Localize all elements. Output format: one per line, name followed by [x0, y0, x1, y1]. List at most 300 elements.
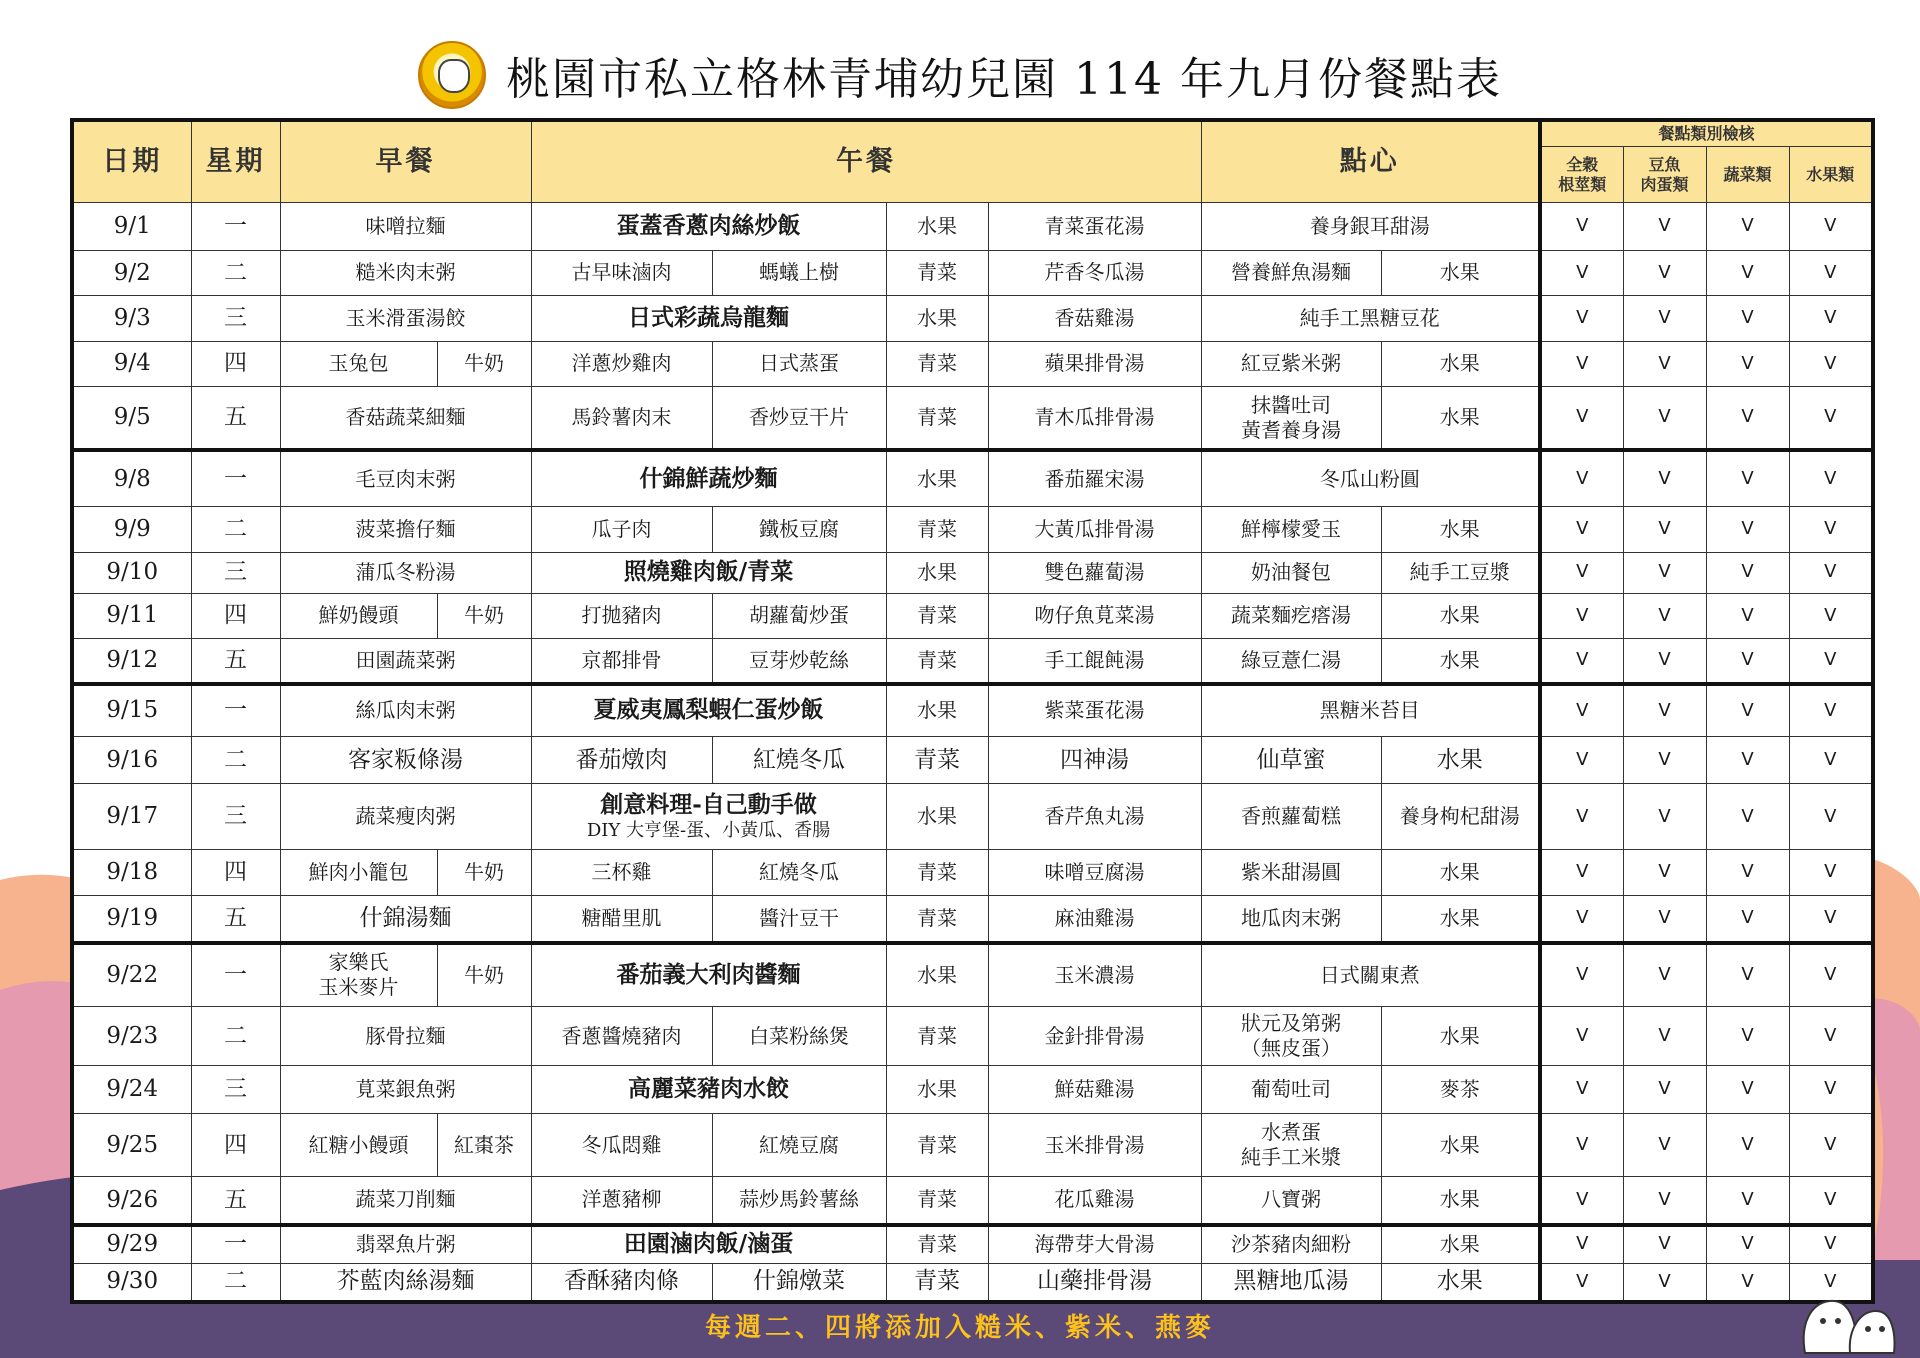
lunch-dish-cell: 紅燒冬瓜	[712, 736, 886, 784]
weekday-cell: 三	[191, 296, 280, 341]
soup-cell: 芹香冬瓜湯	[988, 250, 1201, 295]
check-mark-cell: V	[1789, 684, 1873, 736]
snack-cell-line: 黃耆養身湯	[1241, 417, 1341, 442]
check-mark-cell: V	[1706, 1113, 1789, 1177]
table-row	[72, 895, 1873, 943]
check-mark-cell: V	[1706, 1263, 1789, 1302]
date-cell: 9/3	[72, 296, 191, 341]
weekday-cell: 二	[191, 736, 280, 784]
breakfast-cell: 香菇蔬菜細麵	[280, 386, 531, 450]
snack-cell: 純手工豆漿	[1381, 552, 1540, 593]
snack-cell-line: 抹醬吐司	[1251, 392, 1331, 417]
snack-cell: 仙草蜜	[1201, 736, 1381, 784]
lunch-side-cell: 水果	[886, 784, 988, 850]
soup-cell: 手工餛飩湯	[988, 639, 1201, 684]
breakfast-cell: 絲瓜肉末粥	[280, 684, 531, 736]
check-mark-cell: V	[1789, 450, 1873, 507]
check-mark-cell: V	[1706, 784, 1789, 850]
table-row	[72, 684, 1873, 736]
lunch-side-cell: 青菜	[886, 386, 988, 450]
check-mark-cell: V	[1789, 1066, 1873, 1114]
lunch-dish-cell: 豆芽炒乾絲	[712, 639, 886, 684]
table-row	[72, 1225, 1873, 1264]
date-cell: 9/15	[72, 684, 191, 736]
check-mark-cell: V	[1789, 386, 1873, 450]
table-row	[72, 552, 1873, 593]
table-row	[72, 450, 1873, 507]
snack-cell: 蔬菜麵疙瘩湯	[1201, 593, 1381, 638]
header-check-col-line: 根莖類	[1558, 174, 1607, 194]
lunch-dish-cell: 紅燒豆腐	[712, 1113, 886, 1177]
check-mark-cell: V	[1623, 1225, 1706, 1264]
check-mark-cell: V	[1540, 507, 1623, 552]
snack-cell: 水果	[1381, 1263, 1540, 1302]
date-cell: 9/19	[72, 895, 191, 943]
lunch-side-cell: 青菜	[886, 593, 988, 638]
breakfast-cell: 玉米滑蛋湯餃	[280, 296, 531, 341]
snack-cell: 水果	[1381, 250, 1540, 295]
check-mark-cell: V	[1706, 386, 1789, 450]
weekday-cell: 五	[191, 895, 280, 943]
header-date: 日期	[72, 120, 191, 203]
snack-cell: 水果	[1381, 639, 1540, 684]
lunch-dish-cell: 鐵板豆腐	[712, 507, 886, 552]
check-mark-cell: V	[1789, 250, 1873, 295]
date-cell: 9/5	[72, 386, 191, 450]
lunch-main-cell	[531, 450, 886, 507]
snack-cell	[1201, 386, 1381, 450]
weekday-cell: 四	[191, 593, 280, 638]
check-mark-cell: V	[1706, 296, 1789, 341]
check-mark-cell: V	[1623, 1113, 1706, 1177]
page-header	[0, 36, 1920, 114]
check-mark-cell: V	[1623, 943, 1706, 1007]
check-mark-cell: V	[1789, 341, 1873, 386]
snack-cell: 水果	[1381, 850, 1540, 895]
header-check-col-line: 肉蛋類	[1640, 174, 1689, 194]
check-mark-cell: V	[1789, 895, 1873, 943]
soup-cell: 大黃瓜排骨湯	[988, 507, 1201, 552]
lunch-side-cell: 青菜	[886, 639, 988, 684]
lunch-dish-cell: 日式蒸蛋	[712, 341, 886, 386]
date-cell: 9/29	[72, 1225, 191, 1264]
check-mark-cell: V	[1623, 386, 1706, 450]
snack-cell: 水果	[1381, 1007, 1540, 1066]
breakfast-cell: 翡翠魚片粥	[280, 1225, 531, 1264]
snack-cell-line: 狀元及第粥	[1241, 1011, 1341, 1036]
table-row	[72, 639, 1873, 684]
header-check-col-line: 豆魚	[1648, 154, 1681, 174]
lunch-main-dish: 照燒雞肉飯/青菜	[623, 558, 794, 586]
table-row	[72, 784, 1873, 850]
weekday-cell: 四	[191, 850, 280, 895]
table-row	[72, 250, 1873, 295]
check-mark-cell: V	[1706, 203, 1789, 251]
lunch-side-cell: 水果	[886, 296, 988, 341]
check-mark-cell: V	[1623, 1177, 1706, 1225]
weekday-cell: 五	[191, 639, 280, 684]
soup-cell: 鮮菇雞湯	[988, 1066, 1201, 1114]
date-cell: 9/10	[72, 552, 191, 593]
lunch-dish-cell: 洋蔥炒雞肉	[531, 341, 712, 386]
breakfast-drink-cell: 牛奶	[437, 341, 531, 386]
check-mark-cell: V	[1540, 1007, 1623, 1066]
check-mark-cell: V	[1789, 639, 1873, 684]
breakfast-cell: 蒲瓜冬粉湯	[280, 552, 531, 593]
date-cell: 9/16	[72, 736, 191, 784]
snack-cell: 冬瓜山粉圓	[1201, 450, 1540, 507]
check-mark-cell: V	[1706, 1007, 1789, 1066]
soup-cell: 香芹魚丸湯	[988, 784, 1201, 850]
check-mark-cell: V	[1706, 943, 1789, 1007]
check-mark-cell: V	[1706, 593, 1789, 638]
breakfast-cell: 客家粄條湯	[280, 736, 531, 784]
lunch-dish-cell: 洋蔥豬柳	[531, 1177, 712, 1225]
weekday-cell: 一	[191, 943, 280, 1007]
snack-cell: 香煎蘿蔔糕	[1201, 784, 1381, 850]
lunch-side-cell: 青菜	[886, 1177, 988, 1225]
snack-cell	[1201, 1007, 1381, 1066]
table-row	[72, 736, 1873, 784]
lunch-main-dish: 創意料理-自己動手做	[600, 791, 817, 819]
breakfast-cell: 鮮肉小籠包	[280, 850, 437, 895]
date-cell: 9/1	[72, 203, 191, 251]
table-row	[72, 1113, 1873, 1177]
check-mark-cell: V	[1540, 895, 1623, 943]
table-row	[72, 850, 1873, 895]
weekday-cell: 五	[191, 386, 280, 450]
date-cell: 9/17	[72, 784, 191, 850]
snack-cell: 綠豆薏仁湯	[1201, 639, 1381, 684]
check-mark-cell: V	[1706, 341, 1789, 386]
check-mark-cell: V	[1623, 593, 1706, 638]
soup-cell: 山藥排骨湯	[988, 1263, 1201, 1302]
soup-cell: 麻油雞湯	[988, 895, 1201, 943]
meal-menu-table	[70, 118, 1875, 1304]
header-weekday: 星期	[191, 120, 280, 203]
breakfast-cell: 紅糖小饅頭	[280, 1113, 437, 1177]
lunch-side-cell: 青菜	[886, 736, 988, 784]
check-mark-cell: V	[1706, 1225, 1789, 1264]
breakfast-cell: 糙米肉末粥	[280, 250, 531, 295]
lunch-dish-cell: 瓜子肉	[531, 507, 712, 552]
snack-cell: 水果	[1381, 1225, 1540, 1264]
snack-cell: 水果	[1381, 386, 1540, 450]
lunch-main-cell	[531, 784, 886, 850]
check-mark-cell: V	[1623, 1007, 1706, 1066]
check-mark-cell: V	[1540, 943, 1623, 1007]
check-mark-cell: V	[1789, 1007, 1873, 1066]
lunch-side-cell: 青菜	[886, 250, 988, 295]
weekday-cell: 一	[191, 450, 280, 507]
date-cell: 9/26	[72, 1177, 191, 1225]
check-mark-cell: V	[1706, 895, 1789, 943]
lunch-main-dish: 高麗菜豬肉水餃	[628, 1075, 789, 1103]
breakfast-cell: 鮮奶饅頭	[280, 593, 437, 638]
check-mark-cell: V	[1789, 943, 1873, 1007]
date-cell: 9/23	[72, 1007, 191, 1066]
breakfast-cell-line: 玉米麥片	[318, 975, 399, 1000]
check-mark-cell: V	[1623, 1066, 1706, 1114]
lunch-side-cell: 水果	[886, 203, 988, 251]
lunch-dish-cell: 京都排骨	[531, 639, 712, 684]
header-check-group: 餐點類別檢核	[1540, 120, 1873, 147]
check-mark-cell: V	[1623, 552, 1706, 593]
check-mark-cell: V	[1706, 507, 1789, 552]
breakfast-cell: 菠菜擔仔麵	[280, 507, 531, 552]
lunch-main-dish: 番茄義大利肉醬麵	[616, 961, 801, 989]
weekday-cell: 五	[191, 1177, 280, 1225]
soup-cell: 玉米排骨湯	[988, 1113, 1201, 1177]
lunch-main-dish: 蛋蓋香蔥肉絲炒飯	[616, 211, 801, 239]
weekday-cell: 一	[191, 1225, 280, 1264]
footer-note: 每週二、四將添加入糙米、紫米、燕麥	[704, 1313, 1215, 1343]
check-mark-cell: V	[1706, 639, 1789, 684]
check-mark-cell: V	[1623, 850, 1706, 895]
header-check-col-1	[1623, 147, 1706, 203]
snack-cell: 奶油餐包	[1201, 552, 1381, 593]
snack-cell: 黑糖地瓜湯	[1201, 1263, 1381, 1302]
check-mark-cell: V	[1706, 450, 1789, 507]
soup-cell: 花瓜雞湯	[988, 1177, 1201, 1225]
breakfast-cell	[280, 943, 437, 1007]
table-row	[72, 507, 1873, 552]
page-title: 桃園市私立格林青埔幼兒園 114 年九月份餐點表	[506, 54, 1502, 105]
check-mark-cell: V	[1789, 552, 1873, 593]
lunch-main-dish: 夏威夷鳳梨蝦仁蛋炒飯	[593, 696, 824, 724]
header-lunch: 午餐	[531, 120, 1201, 203]
breakfast-cell: 毛豆肉末粥	[280, 450, 531, 507]
breakfast-cell-line: 家樂氏	[328, 950, 389, 975]
snack-cell: 紫米甜湯圓	[1201, 850, 1381, 895]
snack-cell-line: 純手工米漿	[1241, 1145, 1341, 1170]
snack-cell: 黑糖米苔目	[1201, 684, 1540, 736]
soup-cell: 玉米濃湯	[988, 943, 1201, 1007]
lunch-dish-cell: 打拋豬肉	[531, 593, 712, 638]
weekday-cell: 二	[191, 250, 280, 295]
check-mark-cell: V	[1540, 1066, 1623, 1114]
table-row	[72, 1177, 1873, 1225]
snack-cell: 純手工黑糖豆花	[1201, 296, 1540, 341]
header-snack: 點心	[1201, 120, 1540, 203]
check-mark-cell: V	[1789, 850, 1873, 895]
snack-cell: 水果	[1381, 736, 1540, 784]
check-mark-cell: V	[1540, 639, 1623, 684]
breakfast-cell: 田園蔬菜粥	[280, 639, 531, 684]
header-check-col-line: 水果類	[1806, 164, 1855, 184]
check-mark-cell: V	[1623, 507, 1706, 552]
check-mark-cell: V	[1623, 736, 1706, 784]
snack-cell: 水果	[1381, 1113, 1540, 1177]
soup-cell: 海帶芽大骨湯	[988, 1225, 1201, 1264]
date-cell: 9/4	[72, 341, 191, 386]
check-mark-cell: V	[1623, 250, 1706, 295]
snack-cell: 葡萄吐司	[1201, 1066, 1381, 1114]
check-mark-cell: V	[1789, 296, 1873, 341]
lunch-side-cell: 水果	[886, 684, 988, 736]
weekday-cell: 一	[191, 684, 280, 736]
lunch-main-cell	[531, 552, 886, 593]
soup-cell: 紫菜蛋花湯	[988, 684, 1201, 736]
table-row	[72, 1007, 1873, 1066]
soup-cell: 四神湯	[988, 736, 1201, 784]
lunch-main-cell	[531, 296, 886, 341]
table-row	[72, 341, 1873, 386]
lunch-dish-cell: 香炒豆干片	[712, 386, 886, 450]
snack-cell: 日式關東煮	[1201, 943, 1540, 1007]
breakfast-cell: 味噌拉麵	[280, 203, 531, 251]
snack-cell: 麥茶	[1381, 1066, 1540, 1114]
snack-cell: 地瓜肉末粥	[1201, 895, 1381, 943]
lunch-dish-cell: 香蔥醬燒豬肉	[531, 1007, 712, 1066]
check-mark-cell: V	[1623, 784, 1706, 850]
table-row	[72, 386, 1873, 450]
check-mark-cell: V	[1789, 1113, 1873, 1177]
check-mark-cell: V	[1623, 895, 1706, 943]
lunch-dish-cell: 紅燒冬瓜	[712, 850, 886, 895]
weekday-cell: 一	[191, 203, 280, 251]
check-mark-cell: V	[1706, 736, 1789, 784]
lunch-side-cell: 青菜	[886, 341, 988, 386]
header-check-col-2	[1706, 147, 1789, 203]
lunch-side-cell: 青菜	[886, 1263, 988, 1302]
date-cell: 9/30	[72, 1263, 191, 1302]
weekday-cell: 二	[191, 507, 280, 552]
check-mark-cell: V	[1540, 341, 1623, 386]
breakfast-cell: 蔬菜瘦肉粥	[280, 784, 531, 850]
date-cell: 9/12	[72, 639, 191, 684]
date-cell: 9/2	[72, 250, 191, 295]
table-row	[72, 1263, 1873, 1302]
check-mark-cell: V	[1789, 593, 1873, 638]
lunch-side-cell: 青菜	[886, 1225, 988, 1264]
check-mark-cell: V	[1789, 1263, 1873, 1302]
weekday-cell: 二	[191, 1007, 280, 1066]
lunch-main-subtitle: DIY 大亨堡-蛋、小黃瓜、香腸	[586, 819, 831, 841]
check-mark-cell: V	[1540, 296, 1623, 341]
lunch-dish-cell: 三杯雞	[531, 850, 712, 895]
check-mark-cell: V	[1623, 341, 1706, 386]
table-row	[72, 593, 1873, 638]
check-mark-cell: V	[1623, 684, 1706, 736]
lunch-side-cell: 水果	[886, 450, 988, 507]
snack-cell: 養身枸杞甜湯	[1381, 784, 1540, 850]
lunch-side-cell: 青菜	[886, 850, 988, 895]
soup-cell: 金針排骨湯	[988, 1007, 1201, 1066]
lunch-dish-cell: 什錦燉菜	[712, 1263, 886, 1302]
lunch-dish-cell: 白菜粉絲煲	[712, 1007, 886, 1066]
snack-cell	[1201, 1113, 1381, 1177]
table-row	[72, 1066, 1873, 1114]
snack-cell: 紅豆紫米粥	[1201, 341, 1381, 386]
weekday-cell: 二	[191, 1263, 280, 1302]
header-check-col-3	[1789, 147, 1873, 203]
breakfast-drink-cell: 牛奶	[437, 593, 531, 638]
lunch-side-cell: 青菜	[886, 895, 988, 943]
check-mark-cell: V	[1706, 552, 1789, 593]
breakfast-drink-cell: 牛奶	[437, 850, 531, 895]
breakfast-cell: 什錦湯麵	[280, 895, 531, 943]
lunch-side-cell: 水果	[886, 943, 988, 1007]
lunch-side-cell: 青菜	[886, 1007, 988, 1066]
check-mark-cell: V	[1540, 552, 1623, 593]
snack-cell: 水果	[1381, 341, 1540, 386]
check-mark-cell: V	[1789, 1225, 1873, 1264]
snack-cell: 八寶粥	[1201, 1177, 1381, 1225]
snack-cell: 養身銀耳甜湯	[1201, 203, 1540, 251]
lunch-side-cell: 水果	[886, 552, 988, 593]
check-mark-cell: V	[1789, 507, 1873, 552]
lunch-main-cell	[531, 943, 886, 1007]
check-mark-cell: V	[1789, 736, 1873, 784]
breakfast-cell: 豚骨拉麵	[280, 1007, 531, 1066]
soup-cell: 雙色蘿蔔湯	[988, 552, 1201, 593]
lunch-dish-cell: 香酥豬肉條	[531, 1263, 712, 1302]
table-row	[72, 943, 1873, 1007]
lunch-main-cell	[531, 1066, 886, 1114]
check-mark-cell: V	[1623, 1263, 1706, 1302]
lunch-main-cell	[531, 203, 886, 251]
soup-cell: 番茄羅宋湯	[988, 450, 1201, 507]
check-mark-cell: V	[1623, 639, 1706, 684]
snack-cell: 沙茶豬肉細粉	[1201, 1225, 1381, 1264]
check-mark-cell: V	[1706, 1177, 1789, 1225]
check-mark-cell: V	[1540, 1263, 1623, 1302]
check-mark-cell: V	[1623, 450, 1706, 507]
check-mark-cell: V	[1789, 203, 1873, 251]
lunch-dish-cell: 蒜炒馬鈴薯絲	[712, 1177, 886, 1225]
breakfast-cell: 玉兔包	[280, 341, 437, 386]
lunch-side-cell: 水果	[886, 1066, 988, 1114]
date-cell: 9/9	[72, 507, 191, 552]
check-mark-cell: V	[1623, 296, 1706, 341]
lunch-main-cell	[531, 684, 886, 736]
snack-cell-line: 水煮蛋	[1261, 1120, 1321, 1145]
lunch-dish-cell: 馬鈴薯肉末	[531, 386, 712, 450]
check-mark-cell: V	[1540, 593, 1623, 638]
breakfast-drink-cell: 牛奶	[437, 943, 531, 1007]
lunch-main-dish: 田園滷肉飯/滷蛋	[623, 1230, 794, 1258]
table-row	[72, 203, 1873, 251]
header-check-col-line: 全穀	[1566, 154, 1599, 174]
check-mark-cell: V	[1540, 203, 1623, 251]
breakfast-drink-cell: 紅棗茶	[437, 1113, 531, 1177]
lunch-dish-cell: 糖醋里肌	[531, 895, 712, 943]
lunch-main-dish: 什錦鮮蔬炒麵	[639, 464, 778, 492]
date-cell: 9/24	[72, 1066, 191, 1114]
lunch-dish-cell: 醬汁豆干	[712, 895, 886, 943]
soup-cell: 青菜蛋花湯	[988, 203, 1201, 251]
lunch-main-cell	[531, 1225, 886, 1264]
date-cell: 9/22	[72, 943, 191, 1007]
soup-cell: 香菇雞湯	[988, 296, 1201, 341]
snack-cell: 鮮檸檬愛玉	[1201, 507, 1381, 552]
school-logo	[418, 41, 486, 109]
check-mark-cell: V	[1706, 850, 1789, 895]
check-mark-cell: V	[1540, 1177, 1623, 1225]
breakfast-cell: 芥藍肉絲湯麵	[280, 1263, 531, 1302]
weekday-cell: 四	[191, 341, 280, 386]
weekday-cell: 三	[191, 784, 280, 850]
snack-cell: 水果	[1381, 593, 1540, 638]
check-mark-cell: V	[1789, 1177, 1873, 1225]
breakfast-cell: 莧菜銀魚粥	[280, 1066, 531, 1114]
weekday-cell: 四	[191, 1113, 280, 1177]
check-mark-cell: V	[1540, 250, 1623, 295]
snack-cell-line: （無皮蛋）	[1241, 1036, 1341, 1061]
header-check-col-line: 蔬菜類	[1723, 164, 1772, 184]
lunch-main-dish: 日式彩蔬烏龍麵	[628, 303, 789, 331]
